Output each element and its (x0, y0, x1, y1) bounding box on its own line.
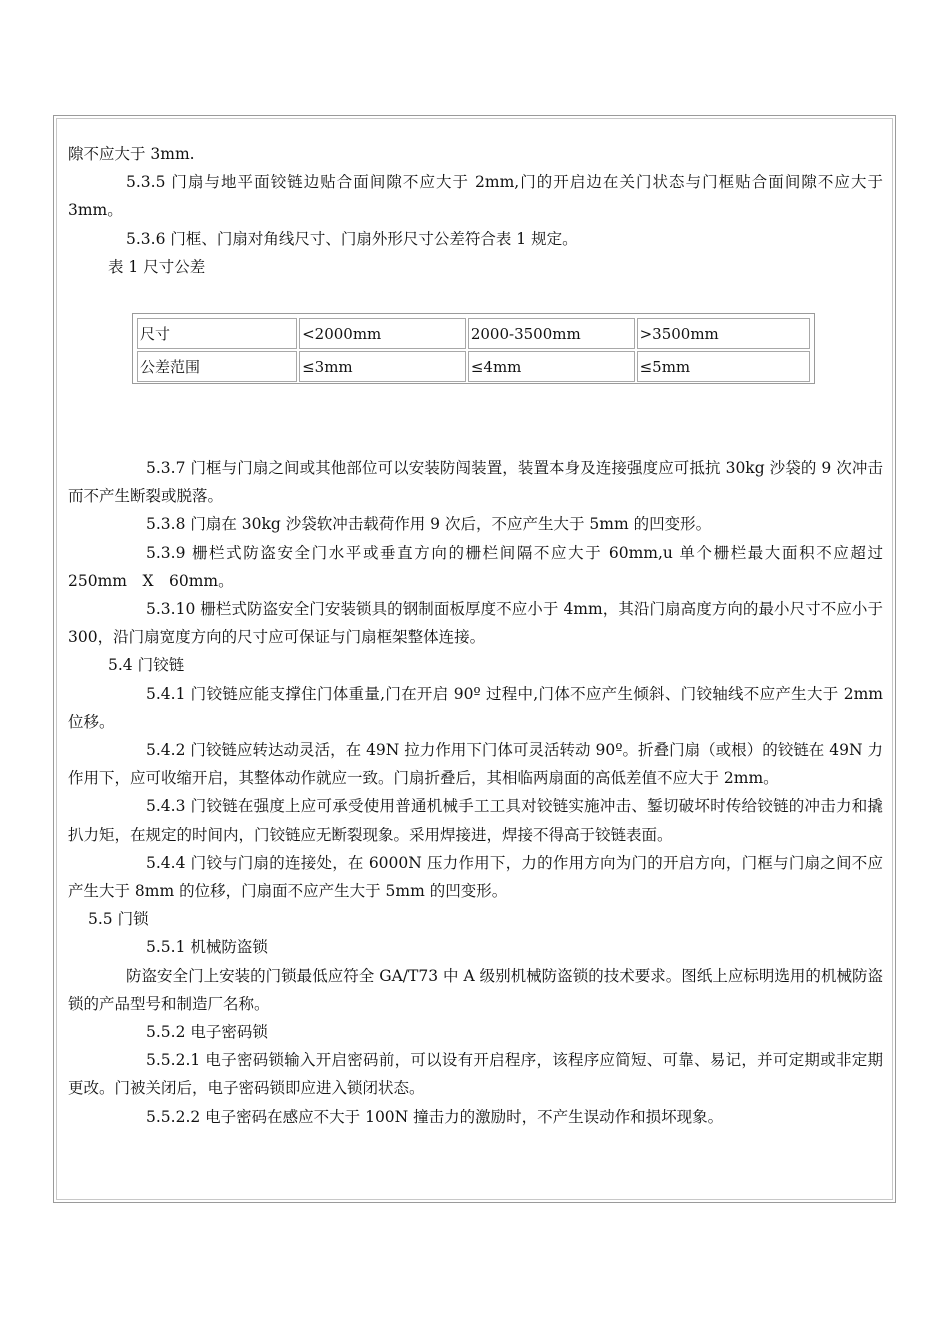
table-row (137, 318, 810, 349)
paragraph: 5.4.4 门铰与门扇的连接处，在 6000N 压力作用下，力的作用方向为门的开启方向，门框与门扇之间不应产生大于 8mm 的位移，门扇面不应产生大于 5mm 的凹变形。 (68, 853, 883, 901)
paragraph: 5.3.9 栅栏式防盗安全门水平或垂直方向的栅栏间隔不应大于 60mm,u 单个栅栏最大面积不应超过 250mm X 60mm。 (68, 543, 883, 590)
paragraph: 5.3.7 门框与门扇之间或其他部位可以安装防闯装置，装置本身及连接强度应可抵抗 30kg 沙袋的 9 次冲击而不产生断裂或脱落。 (68, 459, 883, 506)
paragraph: 5.5.2.1 电子密码锁输入开启密码前，可以设有开启程序，该程序应简短、可靠、易记，并可定期或非定期更改。门被关闭后，电子密码锁即应进入锁闭状态。 (68, 1051, 883, 1098)
table-cell: 公差范围 (137, 351, 297, 382)
top-text-block (68, 140, 883, 281)
table-row (137, 351, 810, 382)
paragraph: 5.3.8 门扇在 30kg 沙袋软冲击载荷作用 9 次后，不应产生大于 5mm 的凹变形。 (146, 515, 712, 534)
table-cell: ≤4mm (468, 351, 635, 382)
table-cell: >3500mm (637, 318, 810, 349)
body-text-block (68, 454, 883, 1131)
paragraph: 5.3.5 门扇与地平面铰链边贴合面间隙不应大于 2mm,门的开启边在关门状态与门框贴合面间隙不应大于 3mm。 (68, 173, 883, 220)
table-cell: ≤5mm (637, 351, 810, 382)
paragraph: 5.4.1 门铰链应能支撑住门体重量,门在开启 90º 过程中,门体不应产生倾斜、门铰轴线不应产生大于 2mm 位移。 (68, 684, 883, 731)
paragraph: 防盗安全门上安装的门锁最低应符全 GA/T73 中 A 级别机械防盗锁的技术要求。图纸上应标明选用的机械防盗锁的产品型号和制造厂名称。 (68, 966, 883, 1013)
subsection-heading: 5.5.2 电子密码锁 (146, 1023, 268, 1042)
section-heading: 5.4 门铰链 (108, 656, 185, 675)
subsection-heading: 5.5.1 机械防盗锁 (146, 938, 268, 957)
paragraph: 隙不应大于 3mm. (68, 145, 195, 163)
table-cell: <2000mm (299, 318, 466, 349)
table-cell: ≤3mm (299, 351, 466, 382)
paragraph: 5.4.2 门铰链应转达动灵活，在 49N 拉力作用下门体可灵活转动 90º。折叠门扇（或根）的铰链在 49N 力作用下，应可收缩开启，其整体动作就应一致。门扇折叠后，其相临两扇面的高低差值不应大于 2mm。 (68, 741, 883, 788)
paragraph: 5.4.3 门铰链在强度上应可承受使用普通机械手工工具对铰链实施冲击、錾切破坏时传给铰链的冲击力和撬扒力矩，在规定的时间内，门铰链应无断裂现象。采用焊接进，焊接不得高于铰链表面。 (68, 797, 883, 844)
section-heading: 5.5 门锁 (88, 910, 149, 929)
tolerance-table (132, 313, 815, 384)
table-cell: 尺寸 (137, 318, 297, 349)
paragraph: 5.3.6 门框、门扇对角线尺寸、门扇外形尺寸公差符合表 1 规定。 (126, 229, 578, 248)
paragraph: 5.5.2.2 电子密码在感应不大于 100N 撞击力的激励时，不产生误动作和损坏现象。 (146, 1107, 724, 1126)
table-caption: 表 1 尺寸公差 (108, 257, 206, 276)
table-cell: 2000-3500mm (468, 318, 635, 349)
paragraph: 5.3.10 栅栏式防盗安全门安装锁具的钢制面板厚度不应小于 4mm，其沿门扇高度方向的最小尺寸不应小于 300，沿门扇宽度方向的尺寸应可保证与门扇框架整体连接。 (68, 600, 883, 647)
